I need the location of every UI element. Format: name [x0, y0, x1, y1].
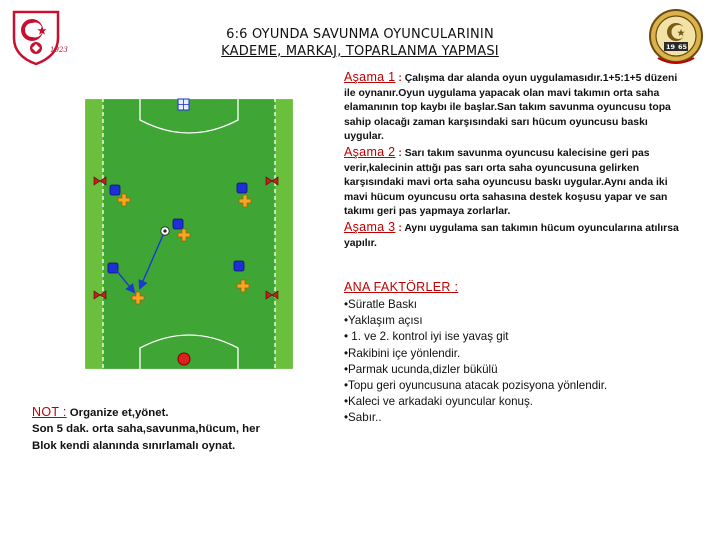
- key-factors-list: [344, 297, 684, 427]
- blue-player: [173, 219, 183, 229]
- stage-3-label: Aşama 3: [344, 219, 396, 234]
- association-seal-logo: [648, 8, 704, 70]
- stage-1-colon: :: [398, 73, 402, 84]
- list-item: •Sabır..: [344, 411, 382, 425]
- list-item: •Topu geri oyuncusuna atacak pozisyona yönlendir.: [344, 379, 608, 393]
- stage-2-label: Aşama 2: [344, 144, 396, 159]
- bottom-goalkeeper: [178, 353, 190, 365]
- ball: [161, 227, 169, 235]
- key-factors-title: ANA FAKTÖRLER :: [344, 280, 459, 294]
- note-line-3: Blok kendi alanında sınırlamalı oynat.: [32, 439, 236, 452]
- list-item: •Parmak ucunda,dizler bükülü: [344, 362, 498, 376]
- svg-text:65: 65: [678, 43, 688, 52]
- svg-text:19: 19: [666, 43, 676, 52]
- stage-1-label: Aşama 1: [344, 70, 396, 84]
- note-text-1: Organize et,yönet.: [69, 407, 169, 419]
- left-side-zone: [84, 98, 103, 370]
- federation-logo: [6, 8, 66, 66]
- list-item: •Rakibini içe yönlendir.: [344, 346, 461, 360]
- title-line-1: 6:6 OYUNDA SAVUNMA OYUNCULARININ: [226, 27, 494, 42]
- note-line-1: [32, 404, 332, 421]
- page-title: [170, 26, 550, 60]
- svg-text:1923: 1923: [50, 46, 68, 54]
- list-item: •Yaklaşım açısı: [344, 314, 423, 328]
- note-label: NOT :: [32, 405, 67, 419]
- stage-2: [344, 145, 684, 220]
- blue-player: [237, 183, 247, 193]
- note-line-2: Son 5 dak. orta saha,savunma,hücum, her: [32, 423, 260, 436]
- title-line-2: KADEME, MARKAJ, TOPARLANMA YAPMASI: [221, 44, 499, 59]
- list-item: •Kaleci ve arkadaki oyuncular konuş.: [344, 395, 534, 409]
- key-factors: [344, 280, 684, 427]
- stage-1-text: Çalışma dar alanda oyun uygulamasıdır.1+5:1+5 düzeni ile oynanır.Oyun uygulama yapacak olan mavi takımın orta saha elamanının top kaybı ile başlar.San takım savunma oyuncusu topa sahip olacağı zaman karşısındaki sarı hücum oyuncusu baskı uygular.: [344, 73, 678, 143]
- stage-2-text: Sarı takım savunma oyuncusu kalecisine geri pas verir,kalecinin attığı pas sarı orta saha oyuncusuna gelirken karşısındaki mavi orta saha oyuncusu baskı uygular.Aynı anda iki mavi hücum oyuncusu orta sahasına destek koşusu yapar ve san takımı geri pas yapmaya zorlarlar.: [344, 147, 668, 218]
- stage-3-text: Aynı uygulama san takımın hücum oyuncularına atılırsa yapılır.: [344, 222, 679, 249]
- stage-1: [344, 70, 684, 145]
- training-field-diagram: [84, 98, 294, 370]
- blue-player: [234, 261, 244, 271]
- list-item: •Süratle Baskı: [344, 298, 418, 311]
- stage-3: [344, 220, 684, 251]
- right-side-zone: [275, 98, 294, 370]
- stage-descriptions: [344, 70, 684, 251]
- stage-3-colon: :: [398, 222, 402, 234]
- stage-2-colon: :: [398, 147, 402, 159]
- blue-player: [110, 185, 120, 195]
- coach-note: [32, 404, 332, 454]
- top-goalkeeper: [178, 99, 189, 110]
- list-item: • 1. ve 2. kontrol iyi ise yavaş git: [344, 330, 509, 344]
